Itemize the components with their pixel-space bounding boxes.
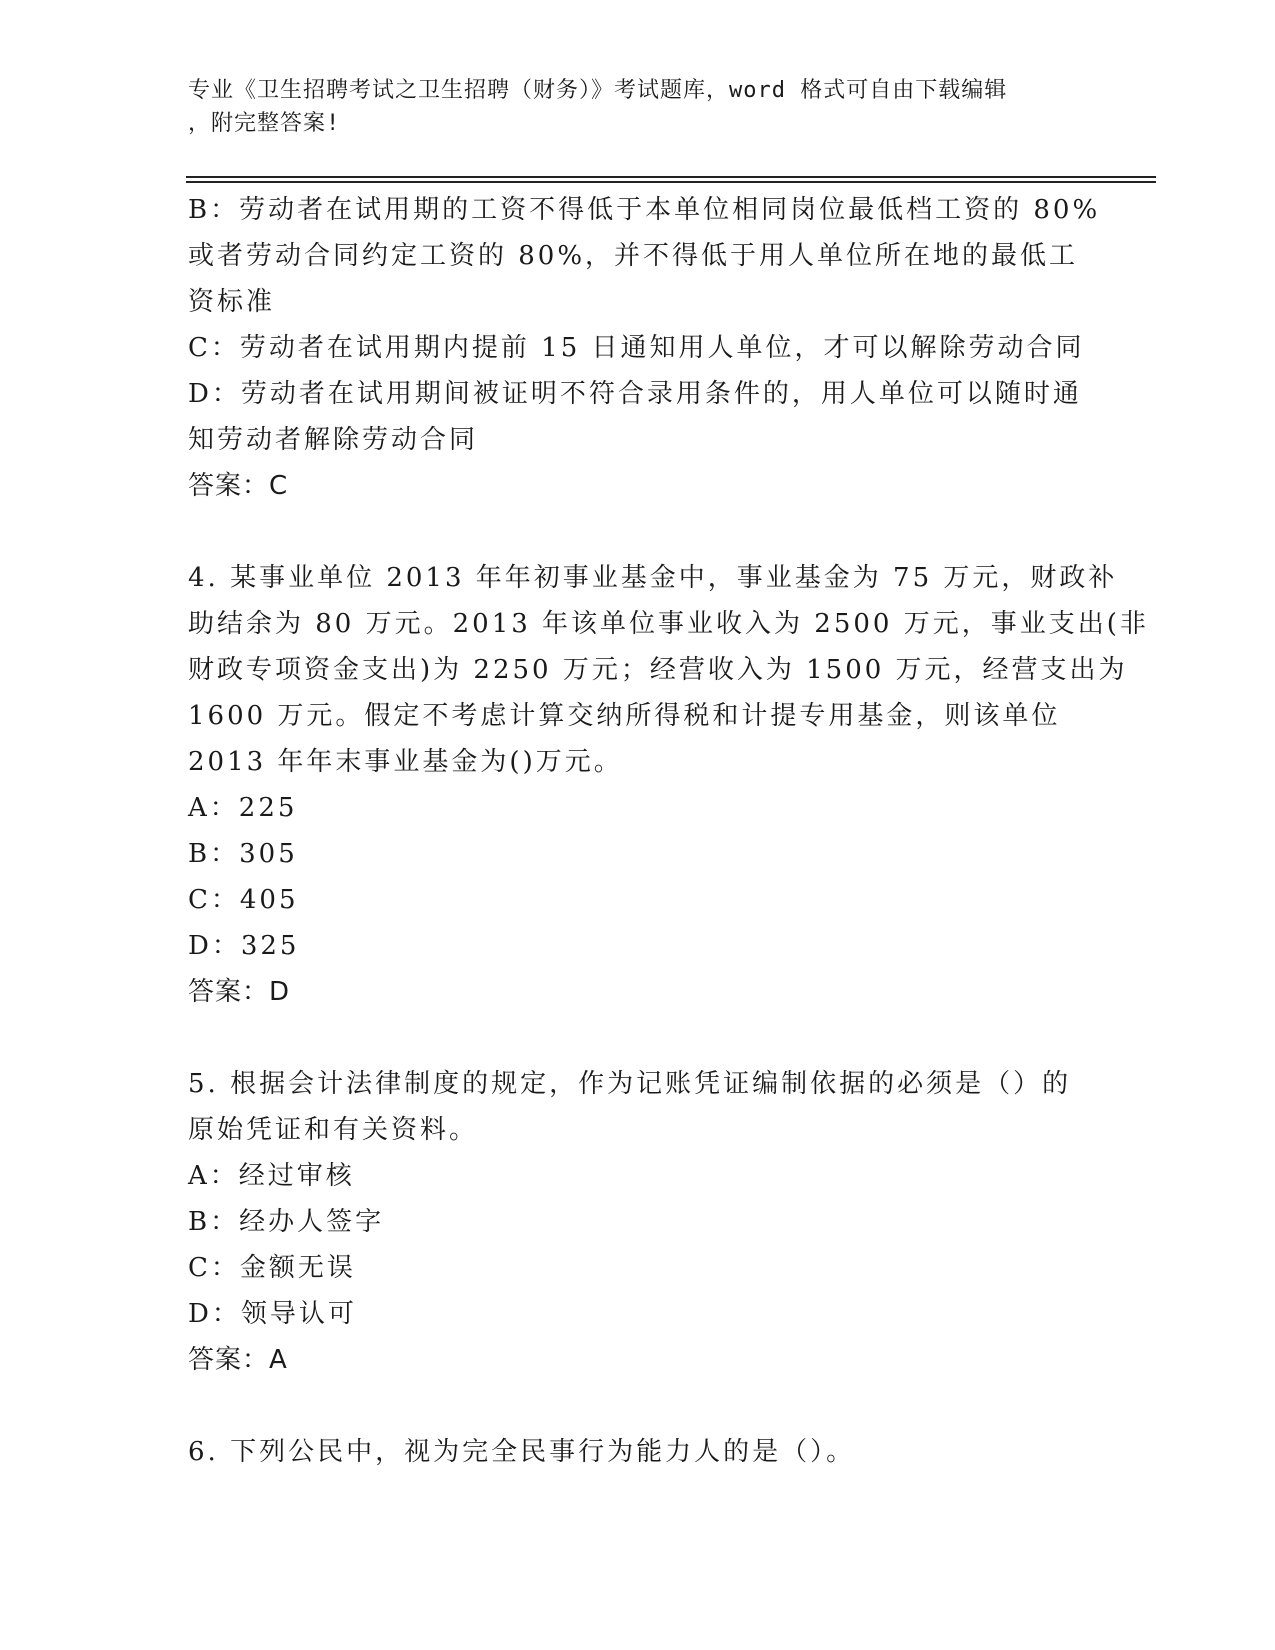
option-b: B：经办人签字 bbox=[188, 1207, 385, 1237]
spacer bbox=[188, 509, 1088, 555]
option-b-line-3: 资标准 bbox=[188, 287, 276, 317]
header-line-2: ，附完整答案! bbox=[188, 111, 341, 136]
header-line-1: 专业《卫生招聘考试之卫生招聘（财务）》考试题库，word 格式可自由下载编辑 bbox=[188, 78, 1008, 103]
question-3-block bbox=[188, 187, 1101, 509]
question-text-line: 5. 根据会计法律制度的规定，作为记账凭证编制依据的必须是（）的 bbox=[188, 1069, 1072, 1099]
option-d: D：325 bbox=[188, 931, 300, 961]
question-text-line: 6. 下列公民中，视为完全民事行为能力人的是（）。 bbox=[188, 1437, 856, 1467]
document-body bbox=[188, 187, 1149, 1475]
answer-label: 答案：D bbox=[188, 977, 291, 1007]
option-b-line-1: B：劳动者在试用期的工资不得低于本单位相同岗位最低档工资的 80% bbox=[188, 195, 1101, 225]
option-c: C：劳动者在试用期内提前 15 日通知用人单位，才可以解除劳动合同 bbox=[188, 333, 1085, 363]
option-d-line-2: 知劳动者解除劳动合同 bbox=[188, 425, 479, 455]
document-header bbox=[188, 74, 1078, 140]
option-a: A：225 bbox=[188, 793, 298, 823]
option-b-line-2: 或者劳动合同约定工资的 80%，并不得低于用人单位所在地的最低工 bbox=[188, 241, 1079, 271]
question-text-line: 1600 万元。假定不考虑计算交纳所得税和计提专用基金，则该单位 bbox=[188, 701, 1061, 731]
option-d-line-1: D：劳动者在试用期间被证明不符合录用条件的，用人单位可以随时通 bbox=[188, 379, 1082, 409]
option-c: C：金额无误 bbox=[188, 1253, 356, 1283]
header-rule-top bbox=[186, 176, 1156, 178]
question-text-line: 4. 某事业单位 2013 年年初事业基金中，事业基金为 75 万元，财政补 bbox=[188, 563, 1118, 593]
question-text-line: 助结余为 80 万元。2013 年该单位事业收入为 2500 万元，事业支出(非 bbox=[188, 609, 1149, 639]
option-a: A：经过审核 bbox=[188, 1161, 355, 1191]
question-text-line: 原始凭证和有关资料。 bbox=[188, 1115, 479, 1145]
option-c: C：405 bbox=[188, 885, 299, 915]
option-d: D：领导认可 bbox=[188, 1299, 357, 1329]
option-b: B：305 bbox=[188, 839, 298, 869]
question-6-block bbox=[188, 1429, 1088, 1475]
answer-label: 答案：C bbox=[188, 471, 289, 501]
header-rule-bottom bbox=[186, 181, 1156, 183]
question-4-block bbox=[188, 555, 1149, 1015]
question-text-line: 2013 年年末事业基金为()万元。 bbox=[188, 747, 623, 777]
spacer bbox=[188, 1383, 1088, 1429]
answer-label: 答案：A bbox=[188, 1345, 288, 1375]
question-5-block bbox=[188, 1061, 1088, 1383]
spacer bbox=[188, 1015, 1088, 1061]
question-text-line: 财政专项资金支出)为 2250 万元；经营收入为 1500 万元，经营支出为 bbox=[188, 655, 1128, 685]
